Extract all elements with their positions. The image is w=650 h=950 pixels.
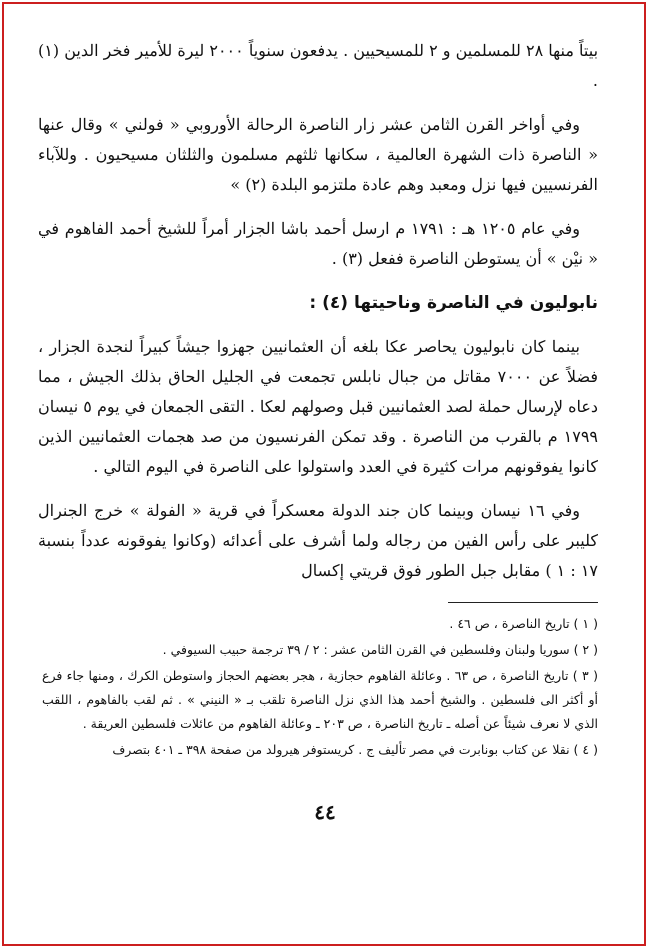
paragraph-volney: وفي أواخر القرن الثامن عشر زار الناصرة الرحالة الأوروبي « فولني » وقال عنها « الناصرة ذات الشهرة العالمية ، سكانها ثلثهم مسلمون والثلثان مسيحيون . وللآباء الفرنسيين فيها نزل ومعبد وهم عادة ملتزمو البلدة (٢) » [38,115,598,194]
page-number: ٤٤ [314,800,336,824]
footnote-1: ( ١ ) تاريخ الناصرة ، ص ٤٦ . [449,616,598,631]
main-text [38,36,598,600]
footnote-2: ( ٢ ) سوريا ولبنان وفلسطين في القرن الثامن عشر : ٢ / ٣٩ ترجمة حبيب السيوفي . [162,642,598,657]
paragraph-napoleon: بينما كان نابوليون يحاصر عكا بلغه أن العثمانيين جهزوا جيشاً كبيراً لنجدة الجزار ، فضلاً عن ٧٠٠٠ مقاتل من جبال نابلس تجمعت في الجليل الحاق بذلك الجيش ، مما دعاه لإرسال حملة لصد العثمانيين قبل وصولهم لعكا . التقى الجمعان في يوم ٥ نيسان ١٧٩٩ م بالقرب من الناصرة . وقد تمكن الفرنسيون من صد هجمات العثمانيين الذين كانوا يفوقونهم مرات كثيرة في العدد واستولوا على الناصرة في اليوم التالي . [38,337,598,476]
footnotes [42,612,598,764]
paragraph-continued: بيتاً منها ٢٨ للمسلمين و ٢ للمسيحيين . يدفعون سنوياً ٢٠٠٠ ليرة للأمير فخر الدين (١) . [38,41,599,90]
footnote-divider [448,602,598,603]
footnote-3: ( ٣ ) تاريخ الناصرة ، ص ٦٣ . وعائلة الفاهوم حجازية ، هجر بعضهم الحجاز واستوطن الكرك ، ومنها جاء فرع أو أكثر الى فلسطين . والشيخ أحمد هذا الذي نزل الناصرة تلقب بـ « النيني » . ثم لقب بالفاهوم ، اللقب الذي لا نعرف شيئاً عن أصله ـ تاريخ الناصرة ، ص ٢٠٣ ـ وعائلة الفاهوم من عائلات فلسطين العريقة . [42,668,598,731]
paragraph-jazzar: وفي عام ١٢٠٥ هـ : ١٧٩١ م ارسل أحمد باشا الجزار أمراً للشيخ أحمد الفاهوم في « نيْن » أن يستوطن الناصرة ففعل (٣) . [38,219,598,268]
paragraph-kleber: وفي ١٦ نيسان وبينما كان جند الدولة معسكراً في قرية « الفولة » خرج الجنرال كليبر على رأس الفين من رجاله ولما أشرف على أعدائه (وكانوا يفوقونه عدداً بنسبة ١٧ : ١ ) مقابل جبل الطور فوق قريتي إكسال [38,501,598,580]
section-heading: نابوليون في الناصرة وناحيتها (٤) : [309,293,598,313]
footnote-4: ( ٤ ) نقلا عن كتاب بونابرت في مصر تأليف ج . كريستوفر هيرولد من صفحة ٣٩٨ ـ ٤٠١ بتصرف [112,742,598,757]
